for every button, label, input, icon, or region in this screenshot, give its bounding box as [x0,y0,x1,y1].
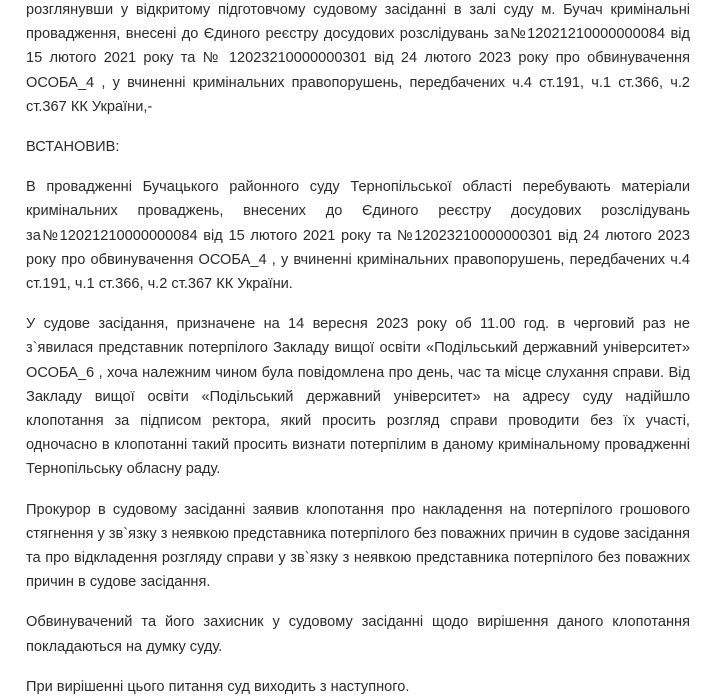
document-body [26,0,690,699]
intro-paragraph: розглянувши у відкритому підготовчому судовому засіданні в залі суду м. Бучач кримінальні провадження, внесені до Єдиного реєстру досудових розслідувань за№12021210000000084 від 15 лютого 2021 року та № 12023210000000301 від 24 лютого 2023 року про обвинувачення ОСОБА_4 , у вчиненні кримінальних правопорушень, передбачених ч.4 ст.191, ч.1 ст.366, ч.2 ст.367 КК України,- [26,2,690,115]
court-reasoning-paragraph: При вирішенні цього питання суд виходить з наступного. [26,678,410,695]
defense-position-paragraph: Обвинувачений та його захисник у судовому засіданні щодо вирішення даного клопотання покладаються на думку суду. [26,614,690,655]
prosecutor-motion-paragraph: Прокурор в судовому засіданні заявив клопотання про накладення на потерпілого грошового стягнення у зв`язку з неявкою представника потерпілого без поважних причин в судове засідання та про відкладення розгляду справи у зв`язку з неявкою представника потерпілого без поважних причин в судове засідання. [26,501,690,591]
hearing-absence-paragraph: У судове засідання, призначене на 14 вересня 2023 року об 11.00 год. в черговий раз не з`явилася представник потерпілого Закладу вищої освіти «Подільський державний університет» ОСОБА_6 , хоча належним чином була повідомлена про день, час та місце слухання справи. Від Закладу вищої освіти «Подільський державний університет» на адресу суду надійшло клопотання за підписом ректора, який просить розгляд справи проводити без їх участі, одночасно в клопотанні такий просить визнати потерпілим в даному кримінальному провадженні Тернопільську обласну раду. [26,316,690,478]
section-heading: ВСТАНОВИВ: [26,139,120,156]
case-materials-paragraph: В провадженні Бучацького районного суду Тернопільської області перебувають матеріали кримінальних проваджень, внесених до Єдиного реєстру досудових розслідувань за№12021210000000084 від 15 лютого 2021 року та №12023210000000301 від 24 лютого 2023 року про обвинувачення ОСОБА_4 , у вчиненні кримінальних правопорушень, передбачених ч.4 ст.191, ч.1 ст.366, ч.2 ст.367 КК України. [26,179,690,293]
